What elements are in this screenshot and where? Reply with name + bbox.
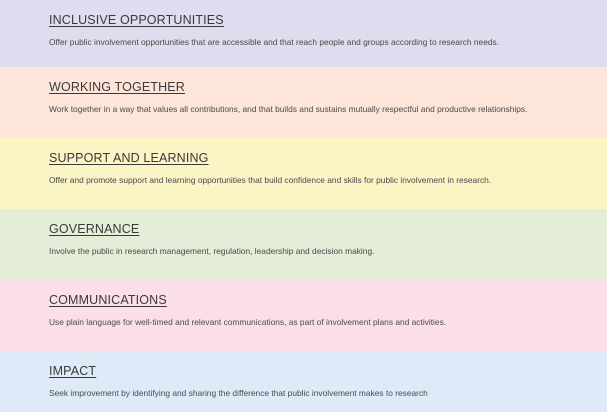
- section-communications: [0, 280, 607, 351]
- section-title-inclusive-opportunities[interactable]: INCLUSIVE OPPORTUNITIES: [49, 13, 224, 27]
- section-working-together: [0, 67, 607, 138]
- section-title-impact[interactable]: IMPACT: [49, 364, 97, 378]
- section-title-governance[interactable]: GOVERNANCE: [49, 222, 140, 236]
- section-impact: [0, 351, 607, 412]
- section-description-support-and-learning: Offer and promote support and learning opportunities that build confidence and skills for public involvement in research.: [49, 175, 492, 185]
- section-governance: [0, 209, 607, 280]
- section-title-working-together[interactable]: WORKING TOGETHER: [49, 80, 185, 94]
- section-support-and-learning: [0, 138, 607, 209]
- section-description-inclusive-opportunities: Offer public involvement opportunities that are accessible and that reach people and groups according to research needs.: [49, 37, 500, 47]
- section-description-governance: Involve the public in research management, regulation, leadership and decision making.: [49, 246, 375, 256]
- section-description-impact: Seek improvement by identifying and sharing the difference that public involvement makes to research: [49, 388, 428, 398]
- section-description-communications: Use plain language for well-timed and relevant communications, as part of involvement plans and activities.: [49, 317, 447, 327]
- section-description-working-together: Work together in a way that values all contributions, and that builds and sustains mutually respectful and productive relationships.: [49, 104, 528, 114]
- section-inclusive-opportunities: [0, 0, 607, 67]
- section-title-communications[interactable]: COMMUNICATIONS: [49, 293, 167, 307]
- section-title-support-and-learning[interactable]: SUPPORT AND LEARNING: [49, 151, 209, 165]
